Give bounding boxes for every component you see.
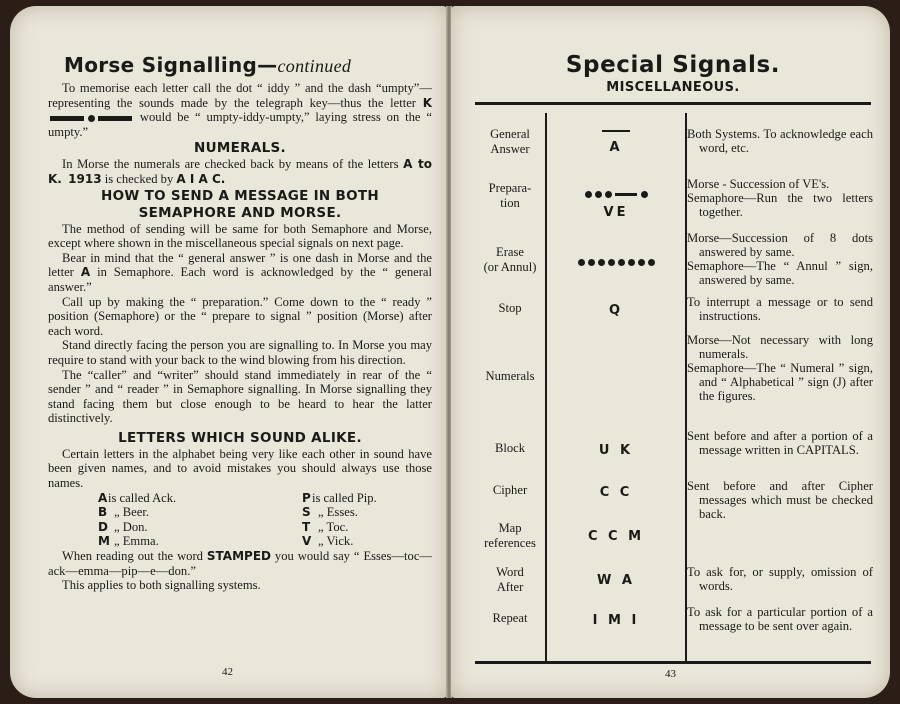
- right-page-content: [475, 50, 873, 633]
- signal-code: A: [547, 127, 685, 156]
- letter-name: is called Ack.: [108, 490, 177, 505]
- signal-code: C C: [599, 485, 633, 500]
- morse-dot-mark: [88, 115, 95, 122]
- intro-paragraph: To memorise each letter call the dot “ iddy ” and the dash “umpty”—representing the sounds made by the telegraph key—thus the letter K would be “ umpty-iddy-umpty,” laying stress on the “ umpty.”: [48, 81, 432, 139]
- letter-name: „ Toc.: [318, 519, 349, 534]
- signal-code: C C M: [587, 529, 645, 544]
- signal-description: To ask for, or supply, omission of words.: [687, 565, 873, 593]
- letters-alike-table: [98, 491, 432, 549]
- right-page-title: Special Signals.: [565, 52, 781, 78]
- signal-code: [547, 253, 685, 271]
- send-message-heading: HOW TO SEND A MESSAGE IN BOTH SEMAPHORE AND MORSE.: [101, 187, 379, 221]
- signal-name: Cipher: [492, 483, 528, 497]
- letter-name: „ Vick.: [318, 534, 354, 549]
- stand-paragraph: Stand directly facing the person you are signalling to. In Morse you may require to stand with your back to the wind blowing from his direction.: [48, 338, 432, 367]
- page-number: 42: [222, 666, 233, 678]
- letters-alike-intro: Certain letters in the alphabet being very like each other in sound have been given names, and to avoid mistakes you should always use those names.: [48, 446, 432, 491]
- signal-name: General Answer: [490, 127, 530, 156]
- method-paragraph: The method of sending will be same for both Semaphore and Morse, except where shown in the miscellaneous special signals on next page.: [48, 221, 432, 251]
- call-up-paragraph: Call up by making the “ preparation.” Come down to the “ ready ” position (Semaphore) or the “ prepare to signal ” position (Morse) after each word.: [48, 294, 432, 338]
- signal-name: Map references: [484, 521, 536, 550]
- numerals-paragraph: In Morse the numerals are checked back by means of the letters A to K. 1913 is checked by A I A C.: [48, 157, 432, 186]
- signal-description: To interrupt a message or to send instructions.: [687, 295, 873, 323]
- signal-name: Prepara- tion: [488, 181, 532, 210]
- signal-name: Numerals: [485, 369, 535, 383]
- page-number: 43: [665, 668, 676, 680]
- left-page-text: [48, 50, 432, 593]
- signal-name: Word After: [496, 565, 524, 594]
- letter: T: [302, 519, 311, 534]
- right-page: [451, 6, 890, 698]
- letter-name: „ Esses.: [318, 505, 358, 520]
- signal-name: Block: [494, 441, 526, 455]
- signal-description: Morse - Succession of VE's. Semaphore—Run the two letters together.: [687, 177, 873, 219]
- signal-code: VE: [547, 177, 685, 221]
- letter-name: is called Pip.: [312, 490, 377, 505]
- special-signals-table: [475, 102, 871, 664]
- general-answer-paragraph: Bear in mind that the “ general answer ” is one dash in Morse and the letter A in Semaphore. Each word is acknowledged by the “ general answer.”: [48, 250, 432, 294]
- signal-code: I M I: [592, 613, 640, 628]
- morse-dash-mark: [98, 116, 132, 121]
- letter-name: „ Emma.: [114, 534, 159, 549]
- caller-writer-paragraph: The “caller” and “writer” should stand immediately in rear of the “ sender ” and “ reader ” in Semaphore signalling. In Morse signalling they stand facing them but close enough to be heard to hear the latter distinctively.: [48, 367, 432, 426]
- numerals-heading: NUMERALS.: [194, 140, 286, 157]
- letter-name: „ Don.: [114, 519, 148, 534]
- signal-description: Morse—Succession of 8 dots answered by same. Semaphore—The “ Annul ” sign, answered by same.: [687, 231, 873, 287]
- letters-alike-heading: LETTERS WHICH SOUND ALIKE.: [118, 429, 362, 446]
- left-page-title: Morse Signalling—continued: [64, 53, 352, 77]
- letter: V: [302, 534, 312, 549]
- signal-name: Repeat: [492, 611, 528, 625]
- letter: M: [98, 534, 110, 549]
- stamped-paragraph: When reading out the word STAMPED you would say “ Esses—toc—ack—emma—pip—e—don.”: [48, 549, 432, 578]
- signal-description: Sent before and after a portion of a message written in CAPITALS.: [687, 429, 873, 457]
- signal-description: Morse—Not necessary with long numerals. Semaphore—The “ Numeral ” sign, and “ Alphabetical ” sign (J) after the figures.: [687, 333, 873, 403]
- letter: A: [98, 490, 108, 505]
- right-page-subtitle: MISCELLANEOUS.: [606, 80, 740, 95]
- letter: P: [302, 490, 311, 505]
- letter-name: „ Beer.: [114, 505, 149, 520]
- signal-name: Stop: [498, 301, 522, 315]
- signal-description: Both Systems. To acknowledge each word, etc.: [687, 127, 873, 155]
- letter: B: [98, 505, 108, 520]
- applies-note: This applies to both signalling systems.: [62, 578, 261, 593]
- signal-code: W A: [597, 573, 635, 588]
- left-page: [10, 6, 447, 698]
- letter: S: [302, 505, 311, 520]
- signal-code: Q: [608, 303, 624, 318]
- signal-description: Sent before and after Cipher messages which must be checked back.: [687, 479, 873, 521]
- signal-description: To ask for a particular portion of a message to be sent over again.: [687, 605, 873, 633]
- morse-dash-mark: [50, 116, 84, 121]
- signal-name: Erase (or Annul): [483, 245, 537, 274]
- signal-code: U K: [598, 443, 634, 458]
- letter: D: [98, 519, 108, 534]
